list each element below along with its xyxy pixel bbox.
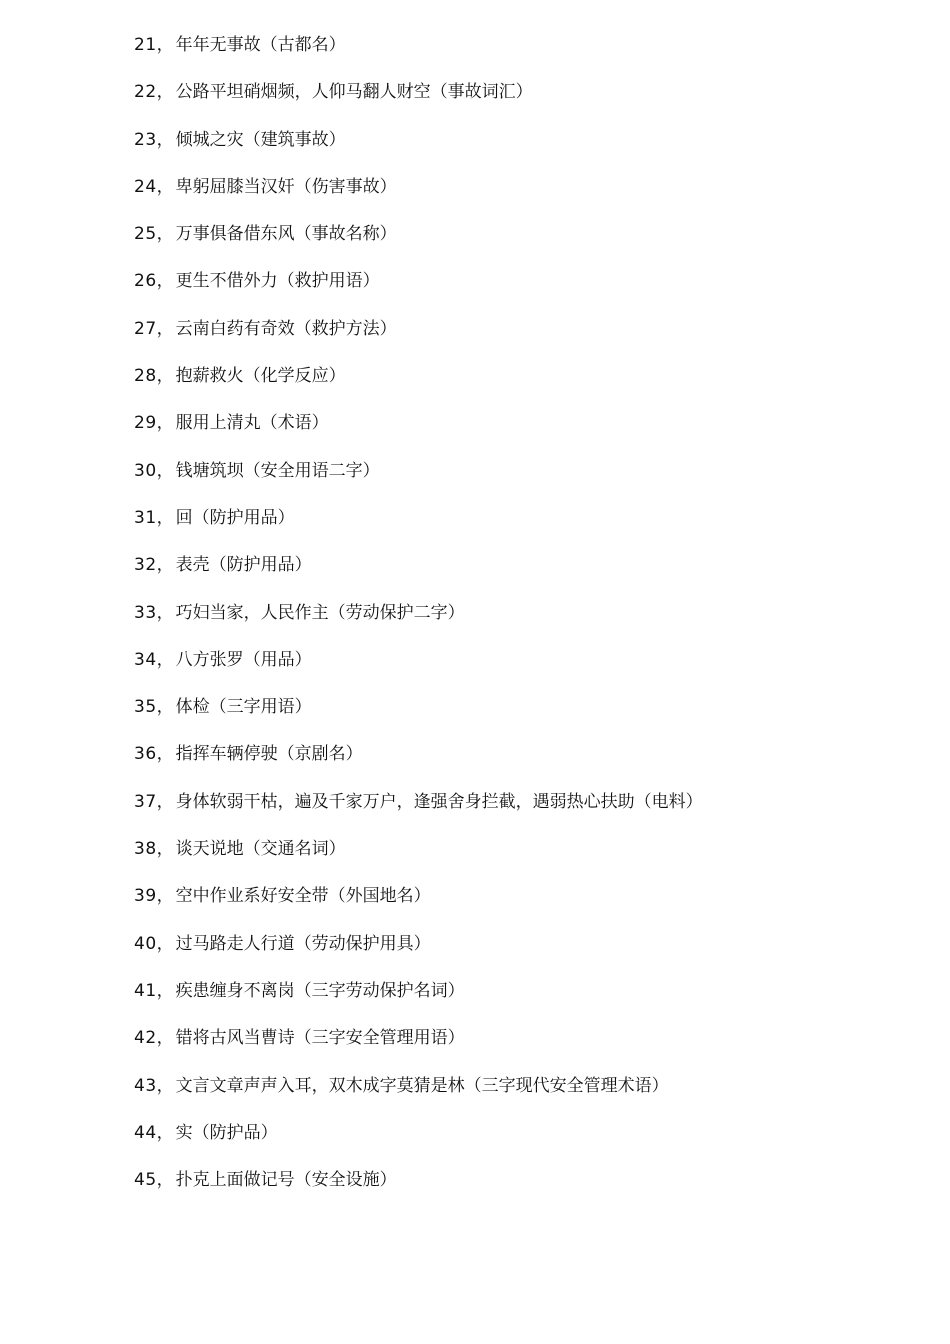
riddle-item bbox=[134, 315, 914, 362]
riddle-number: 25 bbox=[134, 224, 157, 245]
riddle-item bbox=[134, 1072, 914, 1119]
riddle-separator: ， bbox=[156, 744, 174, 765]
riddle-number: 27 bbox=[134, 318, 157, 339]
riddle-number: 37 bbox=[134, 791, 157, 812]
riddle-text: 空中作业系好安全带（外国地名） bbox=[175, 886, 431, 907]
riddle-separator: ， bbox=[156, 1075, 174, 1096]
riddle-text: 公路平坦硝烟频，人仰马翻人财空（事故词汇） bbox=[175, 82, 533, 103]
riddle-number: 35 bbox=[134, 697, 157, 718]
riddle-text: 表壳（防护用品） bbox=[175, 555, 312, 576]
riddle-item bbox=[134, 1166, 914, 1213]
riddle-item bbox=[134, 693, 914, 740]
riddle-text: 卑躬屈膝当汉奸（伤害事故） bbox=[175, 176, 397, 197]
riddle-separator: ， bbox=[156, 839, 174, 860]
riddle-number: 40 bbox=[134, 933, 157, 954]
riddle-item bbox=[134, 977, 914, 1024]
riddle-text: 云南白药有奇效（救护方法） bbox=[175, 318, 397, 339]
riddle-separator: ， bbox=[156, 413, 174, 434]
riddle-item bbox=[134, 835, 914, 882]
riddle-text: 体检（三字用语） bbox=[175, 697, 312, 718]
riddle-item bbox=[134, 551, 914, 598]
riddle-text: 钱塘筑坝（安全用语二字） bbox=[175, 460, 380, 481]
riddle-item bbox=[134, 646, 914, 693]
riddle-item bbox=[134, 220, 914, 267]
riddle-separator: ， bbox=[156, 791, 174, 812]
riddle-number: 36 bbox=[134, 744, 157, 765]
riddle-text: 错将古风当曹诗（三字安全管理用语） bbox=[175, 1028, 465, 1049]
riddle-number: 38 bbox=[134, 839, 157, 860]
riddle-separator: ， bbox=[156, 697, 174, 718]
riddle-number: 41 bbox=[134, 980, 157, 1001]
riddle-text: 文言文章声声入耳，双木成字莫猜是林（三字现代安全管理术语） bbox=[175, 1075, 669, 1096]
riddle-separator: ， bbox=[156, 980, 174, 1001]
riddle-item bbox=[134, 78, 914, 125]
riddle-separator: ， bbox=[156, 318, 174, 339]
riddle-number: 29 bbox=[134, 413, 157, 434]
riddle-separator: ， bbox=[156, 271, 174, 292]
riddle-separator: ， bbox=[156, 366, 174, 387]
riddle-number: 26 bbox=[134, 271, 157, 292]
riddle-text: 倾城之灾（建筑事故） bbox=[175, 129, 346, 150]
riddle-text: 疾患缠身不离岗（三字劳动保护名词） bbox=[175, 980, 465, 1001]
riddle-separator: ， bbox=[156, 460, 174, 481]
riddle-separator: ， bbox=[156, 1028, 174, 1049]
riddle-separator: ， bbox=[156, 82, 174, 103]
riddle-text: 身体软弱干枯，遍及千家万户，逢强舍身拦截，遇弱热心扶助（电料） bbox=[175, 791, 703, 812]
riddle-number: 33 bbox=[134, 602, 157, 623]
riddle-text: 回（防护用品） bbox=[175, 507, 295, 528]
riddle-separator: ， bbox=[156, 224, 174, 245]
riddle-separator: ， bbox=[156, 602, 174, 623]
riddle-number: 21 bbox=[134, 35, 157, 55]
riddle-item bbox=[134, 882, 914, 929]
riddle-number: 44 bbox=[134, 1122, 157, 1143]
riddle-number: 22 bbox=[134, 82, 157, 103]
riddle-number: 32 bbox=[134, 555, 157, 576]
riddle-text: 过马路走人行道（劳动保护用具） bbox=[175, 933, 431, 954]
riddle-text: 年年无事故（古都名） bbox=[175, 35, 346, 55]
riddle-text: 扑克上面做记号（安全设施） bbox=[175, 1170, 397, 1191]
riddle-number: 43 bbox=[134, 1075, 157, 1096]
riddle-number: 42 bbox=[134, 1028, 157, 1049]
riddle-item bbox=[134, 504, 914, 551]
riddle-item bbox=[134, 930, 914, 977]
riddle-text: 谈天说地（交通名词） bbox=[175, 839, 346, 860]
riddle-item bbox=[134, 409, 914, 456]
riddle-number: 23 bbox=[134, 129, 157, 150]
riddle-item bbox=[134, 740, 914, 787]
riddle-item bbox=[134, 788, 914, 835]
riddle-number: 31 bbox=[134, 507, 157, 528]
riddle-list bbox=[134, 31, 914, 1213]
riddle-separator: ， bbox=[156, 129, 174, 150]
riddle-item bbox=[134, 1119, 914, 1166]
riddle-text: 实（防护品） bbox=[175, 1122, 278, 1143]
riddle-separator: ， bbox=[156, 555, 174, 576]
riddle-text: 更生不借外力（救护用语） bbox=[175, 271, 380, 292]
riddle-separator: ， bbox=[156, 507, 174, 528]
riddle-separator: ， bbox=[156, 176, 174, 197]
riddle-text: 万事俱备借东风（事故名称） bbox=[175, 224, 397, 245]
riddle-item bbox=[134, 267, 914, 314]
riddle-separator: ， bbox=[156, 35, 174, 55]
riddle-number: 24 bbox=[134, 176, 157, 197]
riddle-separator: ， bbox=[156, 933, 174, 954]
riddle-item bbox=[134, 126, 914, 173]
riddle-number: 34 bbox=[134, 649, 157, 670]
riddle-item bbox=[134, 457, 914, 504]
riddle-item bbox=[134, 599, 914, 646]
riddle-item bbox=[134, 362, 914, 409]
riddle-separator: ， bbox=[156, 1122, 174, 1143]
riddle-item bbox=[134, 31, 914, 78]
riddle-text: 指挥车辆停驶（京剧名） bbox=[175, 744, 363, 765]
riddle-text: 八方张罗（用品） bbox=[175, 649, 312, 670]
riddle-number: 45 bbox=[134, 1170, 157, 1191]
riddle-separator: ， bbox=[156, 649, 174, 670]
riddle-item bbox=[134, 1024, 914, 1071]
riddle-number: 39 bbox=[134, 886, 157, 907]
riddle-number: 28 bbox=[134, 366, 157, 387]
riddle-separator: ， bbox=[156, 1170, 174, 1191]
riddle-text: 抱薪救火（化学反应） bbox=[175, 366, 346, 387]
riddle-number: 30 bbox=[134, 460, 157, 481]
riddle-separator: ， bbox=[156, 886, 174, 907]
riddle-text: 服用上清丸（术语） bbox=[175, 413, 329, 434]
riddle-text: 巧妇当家，人民作主（劳动保护二字） bbox=[175, 602, 465, 623]
riddle-item bbox=[134, 173, 914, 220]
